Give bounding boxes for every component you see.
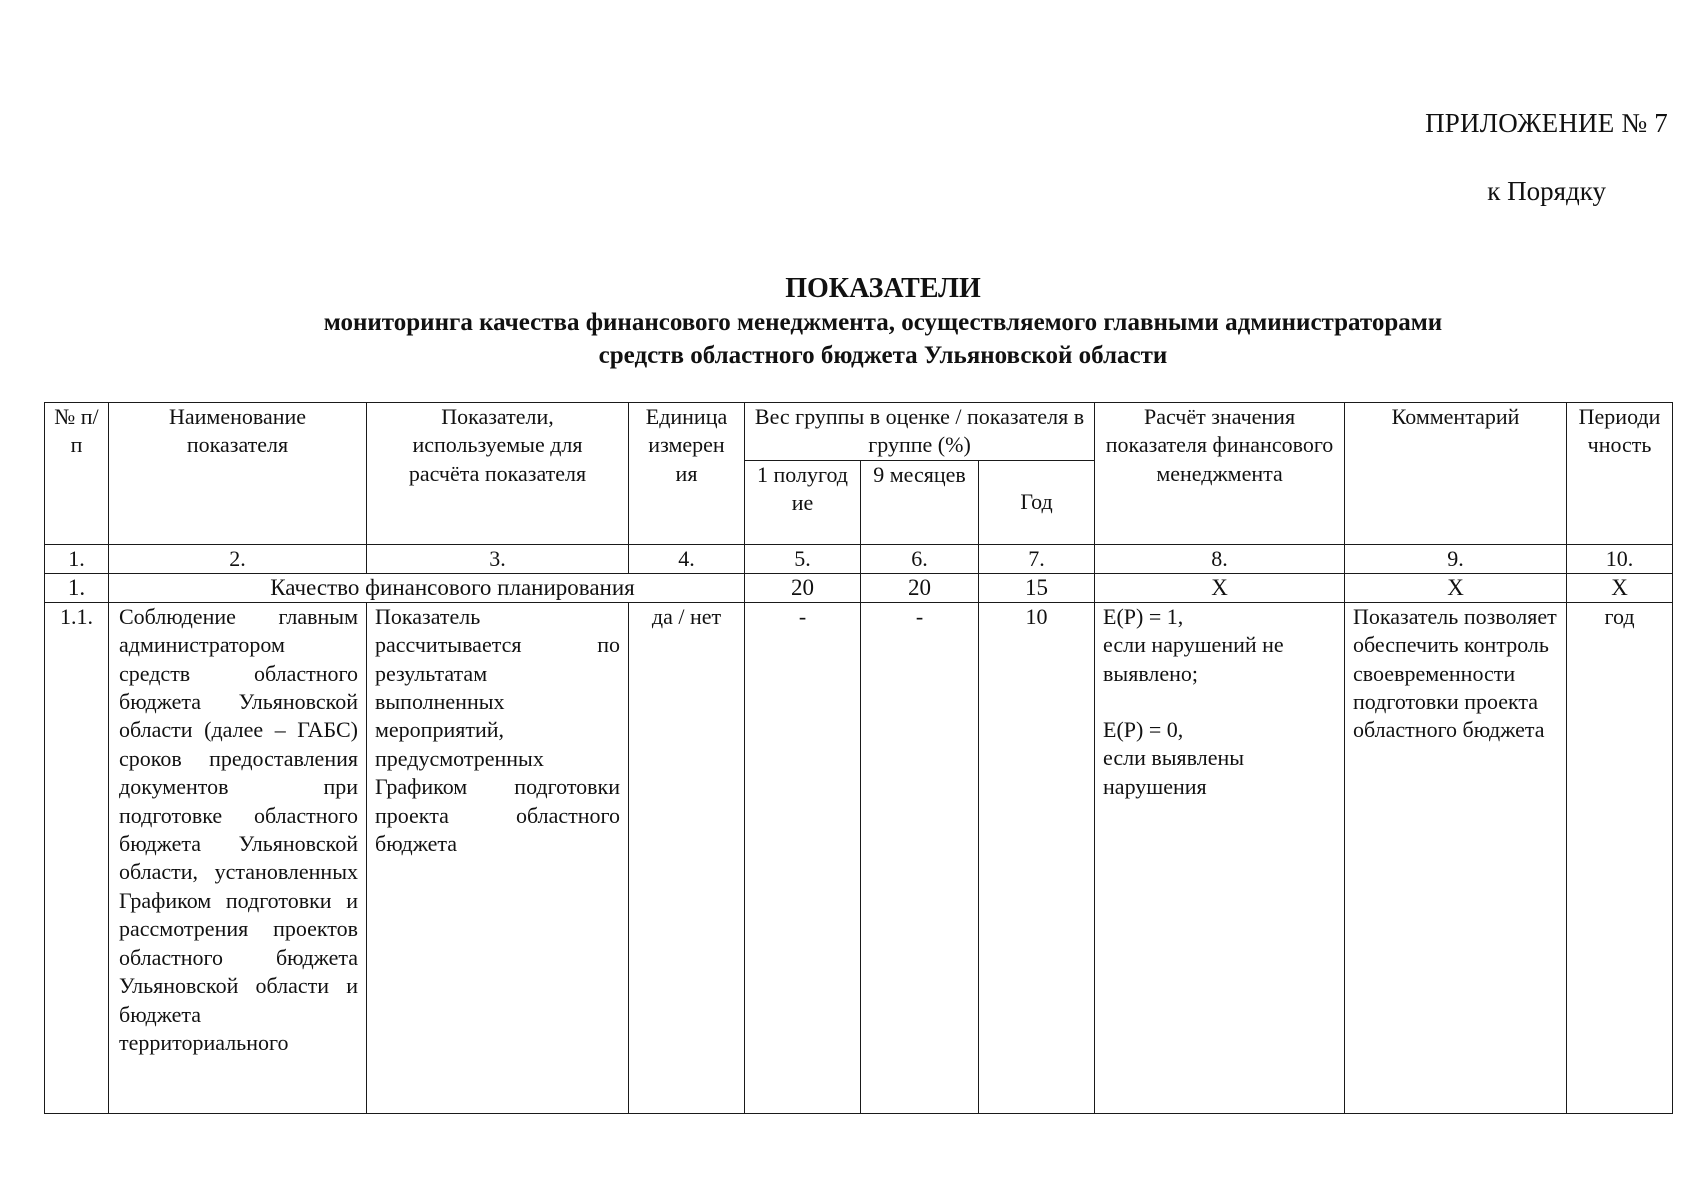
appendix-label: ПРИЛОЖЕНИЕ № 7 bbox=[1425, 108, 1668, 138]
column-number: 8. bbox=[1095, 544, 1345, 573]
title-line-1: ПОКАЗАТЕЛИ bbox=[785, 273, 981, 304]
header-num: № п/п bbox=[45, 403, 109, 545]
group-calc: X bbox=[1095, 573, 1345, 602]
row-name: Соблюдение главным администратором средств областного бюджета Ульяновской области (далее – ГАБС) сроков предоставления документов при подготовке областного бюджета Ульяновской области, установленных Графиком подготовки и рассмотрения проектов областного бюджета Ульяновской области и бюджета территориального bbox=[109, 602, 367, 1113]
row-indicators: Показатель рассчитывается по результатам выполненных мероприятий, предусмотренных Графиком подготовки проекта областного бюджета bbox=[367, 602, 629, 1113]
header-unit: Единица измерен ия bbox=[629, 403, 745, 545]
column-number: 9. bbox=[1345, 544, 1567, 573]
column-number: 10. bbox=[1567, 544, 1673, 573]
group-comment: X bbox=[1345, 573, 1567, 602]
column-number: 3. bbox=[367, 544, 629, 573]
column-numbers-row bbox=[45, 544, 1673, 573]
row-nine-months: - bbox=[861, 602, 979, 1113]
group-num: 1. bbox=[45, 573, 109, 602]
header-indicators: Показатели, используемые для расчёта показателя bbox=[367, 403, 629, 545]
row-calc bbox=[1095, 602, 1345, 1113]
table-row bbox=[45, 602, 1673, 1113]
row-num: 1.1. bbox=[45, 602, 109, 1113]
group-nine-months: 20 bbox=[861, 573, 979, 602]
calc-condition-1: если нарушений не выявлено; bbox=[1103, 632, 1284, 686]
header-calc: Расчёт значения показателя финансового менеджмента bbox=[1095, 403, 1345, 545]
row-unit: да / нет bbox=[629, 602, 745, 1113]
column-number: 7. bbox=[979, 544, 1095, 573]
group-name: Качество финансового планирования bbox=[109, 573, 745, 602]
calc-condition-2: если выявлены нарушения bbox=[1103, 745, 1245, 799]
group-year: 15 bbox=[979, 573, 1095, 602]
group-row bbox=[45, 573, 1673, 602]
group-half-year: 20 bbox=[745, 573, 861, 602]
calc-formula-2: E(P) = 0, bbox=[1103, 717, 1184, 743]
row-half-year: - bbox=[745, 602, 861, 1113]
row-periodicity: год bbox=[1567, 602, 1673, 1113]
header-weight: Вес группы в оценке / показателя в группе (%) bbox=[745, 403, 1095, 461]
column-number: 2. bbox=[109, 544, 367, 573]
header-name: Наименование показателя bbox=[109, 403, 367, 545]
header-row-1 bbox=[45, 403, 1673, 461]
to-order-label: к Порядку bbox=[1487, 176, 1606, 206]
column-number: 6. bbox=[861, 544, 979, 573]
indicators-table bbox=[44, 402, 1673, 1114]
header-periodicity: Периоди чность bbox=[1567, 403, 1673, 545]
header-nine-months: 9 месяцев bbox=[861, 460, 979, 544]
calc-formula-1: E(P) = 1, bbox=[1103, 603, 1184, 629]
row-comment: Показатель позволяет обеспечить контроль своевременности подготовки проекта областного бюджета bbox=[1345, 602, 1567, 1113]
column-number: 4. bbox=[629, 544, 745, 573]
title-line-2: мониторинга качества финансового менеджмента, осуществляемого главными администраторами bbox=[323, 309, 1443, 336]
header-comment: Комментарий bbox=[1345, 403, 1567, 545]
group-periodicity: X bbox=[1567, 573, 1673, 602]
header-year: Год bbox=[979, 460, 1095, 544]
title-line-3: средств областного бюджета Ульяновской области bbox=[598, 342, 1168, 369]
column-number: 1. bbox=[45, 544, 109, 573]
header-half-year: 1 полугод ие bbox=[745, 460, 861, 544]
row-year: 10 bbox=[979, 602, 1095, 1113]
column-number: 5. bbox=[745, 544, 861, 573]
document-title bbox=[150, 272, 1616, 372]
